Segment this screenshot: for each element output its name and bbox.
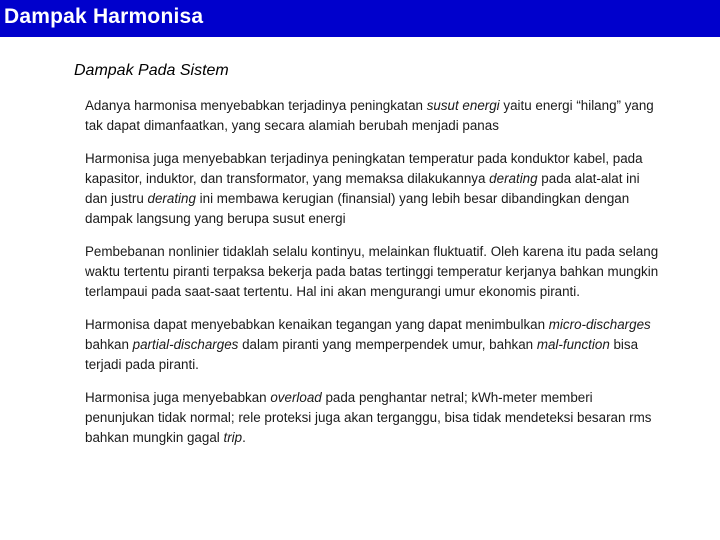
section-subtitle: Dampak Pada Sistem — [74, 62, 229, 79]
paragraph-text: pada alat-alat ini dan justru — [85, 171, 640, 206]
paragraph-text: dalam piranti yang memperpendek umur, bahkan — [238, 337, 537, 352]
paragraph-4 — [85, 315, 665, 375]
paragraph-text: Harmonisa juga menyebabkan — [85, 390, 271, 405]
paragraph-text: bisa terjadi pada piranti. — [85, 337, 639, 372]
paragraph-text: Adanya harmonisa menyebabkan terjadinya peningkatan — [85, 98, 427, 113]
italic-term: derating — [147, 191, 196, 206]
page-title: Dampak Harmonisa — [4, 5, 204, 28]
italic-term: partial-discharges — [132, 337, 239, 352]
paragraph-text: Pembebanan nonlinier tidaklah selalu kontinyu, melainkan fluktuatif. Oleh karena itu pada selang waktu tertentu piranti terpaksa bekerja pada batas tertinggi temperatur kerjanya bahkan mungkin terlampaui pada saat-saat tertentu. Hal ini akan mengurangi umur ekonomis piranti. — [85, 244, 659, 299]
italic-term: overload — [270, 390, 322, 405]
paragraph-text: Harmonisa dapat menyebabkan kenaikan tegangan yang dapat menimbulkan — [85, 317, 549, 332]
italic-term: mal-function — [536, 337, 610, 352]
italic-term: trip — [223, 430, 243, 445]
italic-term: derating — [489, 171, 538, 186]
paragraph-3 — [85, 242, 665, 302]
paragraph-text: . — [242, 430, 246, 445]
paragraph-text: pada penghantar netral; kWh-meter memberi penunjukan tidak normal; rele proteksi juga akan terganggu, bisa tidak mendeteksi besaran rms bahkan mungkin gagal — [85, 390, 652, 445]
paragraph-text: yaitu energi “hilang” yang tak dapat dimanfaatkan, yang secara alamiah berubah menjadi panas — [85, 98, 654, 133]
paragraph-5 — [85, 388, 665, 448]
paragraph-text: Harmonisa juga menyebabkan terjadinya peningkatan temperatur pada konduktor kabel, pada kapasitor, induktor, dan transformator, yang memaksa dilakukannya — [85, 151, 643, 186]
paragraph-1 — [85, 96, 665, 136]
paragraph-text: bahkan — [85, 337, 133, 352]
italic-term: susut energi — [426, 98, 500, 113]
content-body — [85, 96, 665, 461]
paragraph-text: ini membawa kerugian (finansial) yang lebih besar dibandingkan dengan dampak langsung yang berupa susut energi — [85, 191, 630, 226]
italic-term: micro-discharges — [548, 317, 651, 332]
paragraph-2 — [85, 149, 665, 229]
title-bar — [0, 0, 720, 37]
